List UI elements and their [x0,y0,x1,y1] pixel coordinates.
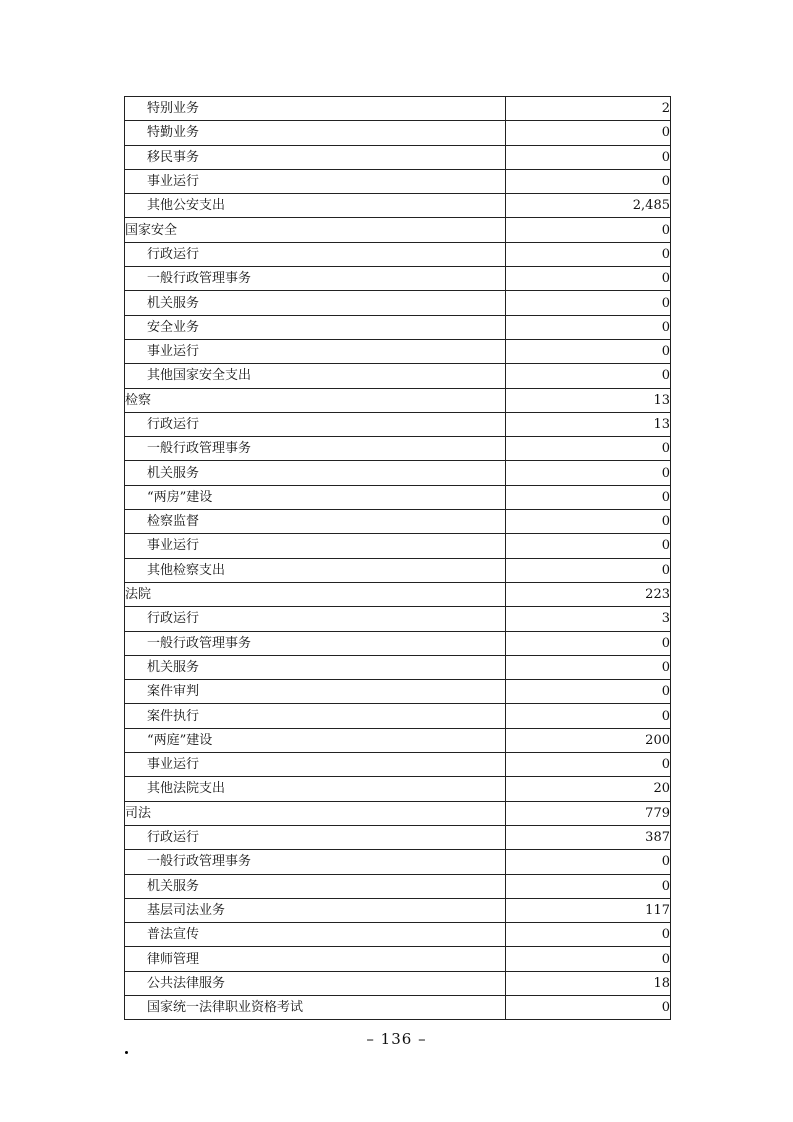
row-item-value: 117 [506,898,671,922]
row-item-value: 0 [506,121,671,145]
table-row [125,291,671,315]
row-item-value: 13 [506,388,671,412]
table-row [125,753,671,777]
row-item-value: 0 [506,339,671,363]
row-item-value: 200 [506,728,671,752]
table-row [125,728,671,752]
row-item-value: 2,485 [506,194,671,218]
row-item-value: 0 [506,364,671,388]
row-item-name: 事业运行 [125,169,506,193]
row-item-name: 机关服务 [125,291,506,315]
row-item-name: 行政运行 [125,825,506,849]
row-item-name: 其他检察支出 [125,558,506,582]
table-row [125,607,671,631]
row-item-value: 0 [506,558,671,582]
row-item-name: 机关服务 [125,655,506,679]
row-item-name: 一般行政管理事务 [125,850,506,874]
table-row [125,412,671,436]
row-item-value: 0 [506,242,671,266]
row-item-name: 其他法院支出 [125,777,506,801]
row-item-name: 一般行政管理事务 [125,267,506,291]
row-item-name: 事业运行 [125,534,506,558]
table-row [125,437,671,461]
table-row [125,145,671,169]
row-item-name: 机关服务 [125,874,506,898]
row-item-value: 0 [506,485,671,509]
row-item-name: 国家统一法律职业资格考试 [125,995,506,1019]
row-item-value: 0 [506,315,671,339]
row-item-value: 0 [506,510,671,534]
row-item-value: 0 [506,753,671,777]
row-item-name: 事业运行 [125,339,506,363]
table-row [125,947,671,971]
table-row [125,558,671,582]
table-row [125,194,671,218]
row-item-name: 特别业务 [125,97,506,121]
row-item-value: 0 [506,169,671,193]
row-item-name: 国家安全 [125,218,506,242]
row-item-value: 0 [506,437,671,461]
row-item-value: 0 [506,267,671,291]
row-item-value: 0 [506,704,671,728]
table-row [125,97,671,121]
row-item-value: 18 [506,971,671,995]
table-row [125,267,671,291]
row-item-name: 行政运行 [125,412,506,436]
table-row [125,510,671,534]
row-item-name: 检察 [125,388,506,412]
row-item-value: 0 [506,631,671,655]
row-item-value: 0 [506,874,671,898]
table-row [125,655,671,679]
table-row [125,218,671,242]
table-row [125,850,671,874]
row-item-value: 0 [506,145,671,169]
row-item-name: “两房”建设 [125,485,506,509]
row-item-name: 律师管理 [125,947,506,971]
row-item-name: “两庭”建设 [125,728,506,752]
table-row [125,364,671,388]
row-item-name: 安全业务 [125,315,506,339]
margin-dot [125,1051,128,1054]
row-item-value: 2 [506,97,671,121]
row-item-value: 0 [506,923,671,947]
row-item-name: 基层司法业务 [125,898,506,922]
row-item-value: 0 [506,291,671,315]
table-row [125,169,671,193]
row-item-name: 行政运行 [125,242,506,266]
budget-table-body [125,97,671,1020]
row-item-name: 一般行政管理事务 [125,437,506,461]
row-item-value: 0 [506,461,671,485]
page-number: – 136 – [366,1030,427,1048]
row-item-value: 3 [506,607,671,631]
row-item-name: 移民事务 [125,145,506,169]
table-row [125,461,671,485]
row-item-value: 0 [506,534,671,558]
table-row [125,874,671,898]
table-row [125,680,671,704]
table-row [125,582,671,606]
row-item-value: 20 [506,777,671,801]
row-item-name: 司法 [125,801,506,825]
row-item-value: 779 [506,801,671,825]
row-item-value: 0 [506,218,671,242]
budget-table [124,96,671,1020]
table-row [125,485,671,509]
row-item-name: 行政运行 [125,607,506,631]
table-row [125,995,671,1019]
row-item-value: 0 [506,655,671,679]
row-item-name: 检察监督 [125,510,506,534]
row-item-name: 机关服务 [125,461,506,485]
table-row [125,898,671,922]
table-row [125,801,671,825]
table-row [125,631,671,655]
row-item-value: 0 [506,680,671,704]
table-row [125,242,671,266]
table-row [125,315,671,339]
row-item-name: 法院 [125,582,506,606]
row-item-value: 223 [506,582,671,606]
row-item-value: 0 [506,947,671,971]
table-row [125,777,671,801]
row-item-name: 其他国家安全支出 [125,364,506,388]
table-row [125,121,671,145]
table-row [125,704,671,728]
row-item-name: 一般行政管理事务 [125,631,506,655]
table-row [125,534,671,558]
row-item-value: 387 [506,825,671,849]
row-item-name: 公共法律服务 [125,971,506,995]
row-item-name: 案件执行 [125,704,506,728]
table-row [125,388,671,412]
table-row [125,825,671,849]
row-item-value: 0 [506,850,671,874]
row-item-value: 13 [506,412,671,436]
row-item-name: 案件审判 [125,680,506,704]
row-item-value: 0 [506,995,671,1019]
row-item-name: 其他公安支出 [125,194,506,218]
table-row [125,971,671,995]
row-item-name: 特勤业务 [125,121,506,145]
table-row [125,339,671,363]
row-item-name: 事业运行 [125,753,506,777]
table-row [125,923,671,947]
row-item-name: 普法宣传 [125,923,506,947]
